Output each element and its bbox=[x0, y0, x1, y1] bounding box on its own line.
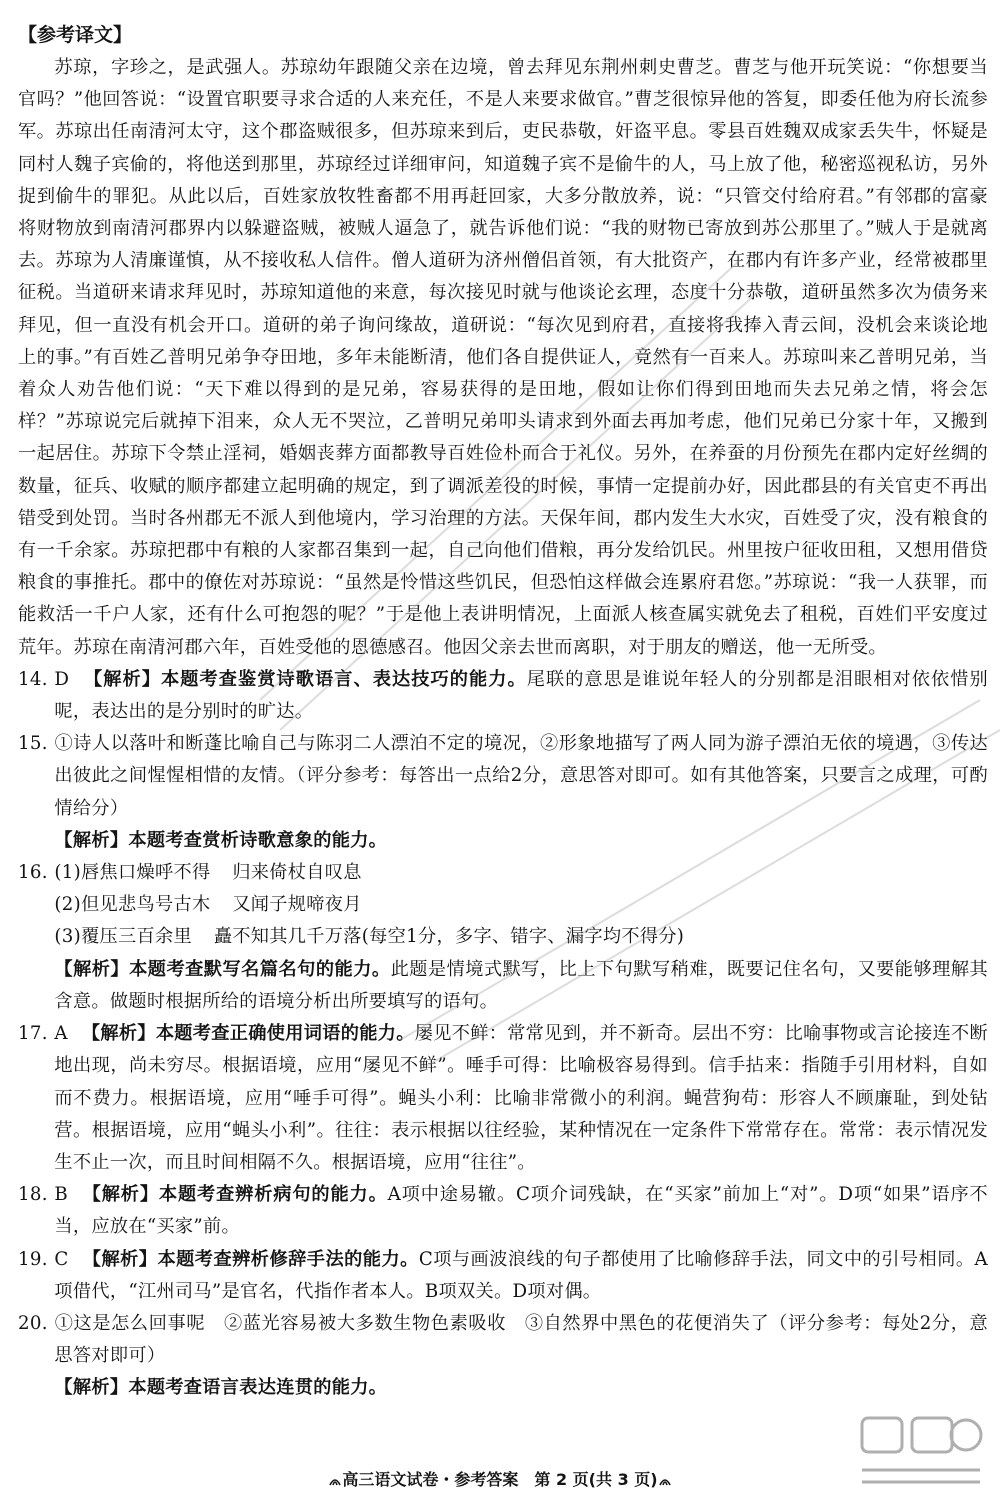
analysis-summary: 本题考查辨析病句的能力。 bbox=[158, 1184, 388, 1206]
page-footer bbox=[0, 1468, 1000, 1492]
question-20 bbox=[18, 1308, 988, 1372]
analysis-summary: 本题考查赏析诗歌意象的能力。 bbox=[128, 829, 388, 851]
reference-translation: 苏琼，字珍之，是武强人。苏琼幼年跟随父亲在边境，曾去拜见东荆州刺史曹芝。曹芝与他开玩笑说：“你想要当官吗？”他回答说：“设置官职要寻求合适的人来充任，不是人来要求做官。”曹芝很惊异他的答复，即委任他为府长流参军。苏琼出任南清河太守，这个郡盗贼很多，但苏琼来到后，吏民恭敬，奸盗平息。零县百姓魏双成家丢失牛，怀疑是同村人魏子宾偷的，将他送到那里，苏琼经过详细审问，知道魏子宾不是偷牛的人，马上放了他，秘密巡视私访，另外捉到偷牛的罪犯。从此以后，百姓家放牧牲畜都不用再赶回家，大多分散放养，说：“只管交付给府君。”有邻郡的富豪将财物放到南清河郡界内以躲避盗贼，被贼人逼急了，就告诉他们说：“我的财物已寄放到苏公那里了。”贼人于是就离去。苏琼为人清廉谨慎，从不接收私人信件。僧人道研为济州僧侣首领，有大批资产，在郡内有许多产业，经常被郡里征税。当道研来请求拜见时，苏琼知道他的来意，每次接见时就与他谈论玄理，态度十分恭敬，道研虽然多次为债务来拜见，但一直没有机会开口。道研的弟子询问缘故，道研说：“每次见到府君，直接将我捧入青云间，没机会来谈论地上的事。”有百姓乙普明兄弟争夺田地，多年未能断清，他们各自提供证人，竟然有一百来人。苏琼叫来乙普明兄弟，当着众人劝告他们说：“天下难以得到的是兄弟，容易获得的是田地，假如让你们得到田地而失去兄弟之情，将会怎样？”苏琼说完后就掉下泪来，众人无不哭泣，乙普明兄弟叩头请求到外面去再加考虑，他们兄弟已分家十年，又搬到一起居住。苏琼下令禁止淫祠，婚姻丧葬方面都教导百姓俭朴而合于礼仪。另外，在养蚕的月份预先在郡内定好丝绸的数量，征兵、收赋的顺序都建立起明确的规定，到了调派差役的时候，事情一定提前办好，因此郡县的有关官吏不再出错受到处罚。当时各州郡无不派人到他境内，学习治理的方法。天保年间，郡内发生大水灾，百姓受了灾，没有粮食的有一千余家。苏琼把郡中有粮的人家都召集到一起，自己向他们借粮，再分发给饥民。州里按户征收田租，又想用借贷粮食的事推托。郡中的僚佐对苏琼说：“虽然是怜惜这些饥民，但恐怕这样做会连累府君您。”苏琼说：“我一人获罪，而能救活一千户人家，还有什么可抱怨的呢？”于是他上表讲明情况，上面派人核查属实就免去了租税，百姓们平安度过荒年。苏琼在南清河郡六年，百姓受他的恩德感召。他因父亲去世而离职，对于朋友的赠送，他一无所受。 bbox=[18, 57, 988, 658]
footer-flame-icon bbox=[328, 1473, 342, 1487]
answer-choice: A bbox=[54, 1023, 68, 1045]
analysis-tag: 【解析】 bbox=[83, 668, 162, 690]
analysis-text: A项中途易辙。C项介词残缺，在“买家”前加上“对”。D项“如果”语序不当，应放在“买家”前。 bbox=[54, 1184, 989, 1238]
question-number: 19. bbox=[18, 1248, 48, 1270]
question-number: 20. bbox=[18, 1312, 48, 1334]
analysis-tag: 【解析】 bbox=[82, 1184, 159, 1206]
question-number: 17. bbox=[18, 1023, 48, 1045]
footer-flame-icon bbox=[658, 1473, 672, 1487]
answer-text: ①这是怎么回事呢 ②蓝光容易被大多数生物色素吸收 ③自然界中黑色的花便消失了（评分参考：每处2分，意思答对即可） bbox=[54, 1312, 988, 1367]
recitation-line: 矗不知其几千万落 bbox=[213, 926, 362, 948]
analysis-tag: 【解析】 bbox=[54, 1377, 129, 1399]
question-20-analysis bbox=[18, 1372, 988, 1404]
recitation-line: 但见悲鸟号古木 bbox=[81, 894, 211, 916]
analysis-summary: 本题考查正确使用词语的能力。 bbox=[155, 1023, 415, 1045]
analysis-tag: 【解析】 bbox=[54, 829, 129, 851]
line-label: (2) bbox=[54, 894, 82, 916]
recitation-line: 覆压三百余里 bbox=[81, 926, 192, 948]
grading-note: (每空1分，多字、错字、漏字均不得分) bbox=[361, 926, 685, 948]
recitation-line: 唇焦口燥呼不得 bbox=[81, 862, 211, 884]
analysis-summary: 本题考查鉴赏诗歌语言、表达技巧的能力。 bbox=[161, 668, 527, 690]
question-16 bbox=[18, 857, 988, 889]
question-number: 16. bbox=[18, 862, 48, 884]
section-title: 【参考译文】 bbox=[18, 24, 133, 46]
question-14 bbox=[18, 664, 988, 728]
question-18 bbox=[18, 1179, 988, 1243]
line-label: (1) bbox=[54, 862, 82, 884]
question-16-line-2 bbox=[18, 889, 988, 921]
analysis-tag: 【解析】 bbox=[81, 1023, 156, 1045]
analysis-summary: 本题考查辨析修辞手法的能力。 bbox=[157, 1248, 419, 1270]
analysis-summary: 本题考查默写名篇名句的能力。 bbox=[129, 958, 391, 980]
question-number: 15. bbox=[18, 733, 48, 755]
analysis-tag: 【解析】 bbox=[54, 958, 130, 980]
question-15 bbox=[18, 728, 988, 825]
answer-text: ①诗人以落叶和断蓬比喻自己与陈羽二人漂泊不定的境况，②形象地描写了两人同为游子漂泊无依的境遇，③传达出彼此之间惺惺相惜的友情。（评分参考：每答出一点给2分，意思答对即可。如有其他答案，只要言之成理，可酌情给分） bbox=[54, 733, 988, 819]
question-number: 18. bbox=[18, 1184, 48, 1206]
answer-choice: C bbox=[54, 1248, 69, 1270]
analysis-text: 屡见不鲜：常常见到，并不新奇。层出不穷：比喻事物或言论接连不断地出现，尚未穷尽。根据语境，应用“屡见不鲜”。唾手可得：比喻极容易得到。信手拈来：指随手引用材料，自如而不费力。根据语境，应用“唾手可得”。蝇头小利：比喻非常微小的利润。蝇营狗苟：形容人不顾廉耻，到处钻营。根据语境，应用“蝇头小利”。往往：表示根据以往经验，某种情况在一定条件下常常存在。常常：表示情况发生不止一次，而且时间相隔不久。根据语境，应用“往往”。 bbox=[54, 1023, 988, 1173]
question-17 bbox=[18, 1018, 988, 1179]
question-16-line-3 bbox=[18, 921, 988, 953]
question-16-analysis bbox=[18, 954, 988, 1018]
analysis-text: 尾联的意思是谁说年轻人的分别都是泪眼相对依依惜别呢，表达出的是分别时的旷达。 bbox=[54, 668, 988, 723]
answer-page bbox=[18, 20, 988, 1405]
answer-choice: B bbox=[54, 1184, 69, 1206]
recitation-line: 归来倚杖自叹息 bbox=[232, 862, 362, 884]
footer-text: 高三语文试卷・参考答案 第 2 页(共 3 页) bbox=[342, 1470, 658, 1489]
analysis-summary: 本题考查语言表达连贯的能力。 bbox=[128, 1377, 388, 1399]
question-15-analysis bbox=[18, 825, 988, 857]
analysis-text: C项与画波浪线的句子都使用了比喻修辞手法，同文中的引号相同。A项借代，“江州司马”是官名，代指作者本人。B项双关。D项对偶。 bbox=[54, 1248, 988, 1302]
analysis-tag: 【解析】 bbox=[82, 1248, 158, 1270]
question-19 bbox=[18, 1244, 988, 1308]
recitation-line: 又闻子规啼夜月 bbox=[232, 894, 362, 916]
answer-choice: D bbox=[54, 668, 70, 690]
question-number: 14. bbox=[18, 668, 48, 690]
line-label: (3) bbox=[54, 926, 82, 948]
analysis-text: 此题是情境式默写，比上下句默写稍难，既要记住名句，又要能够理解其含意。做题时根据所给的语境分析出所要填写的语句。 bbox=[54, 958, 988, 1012]
